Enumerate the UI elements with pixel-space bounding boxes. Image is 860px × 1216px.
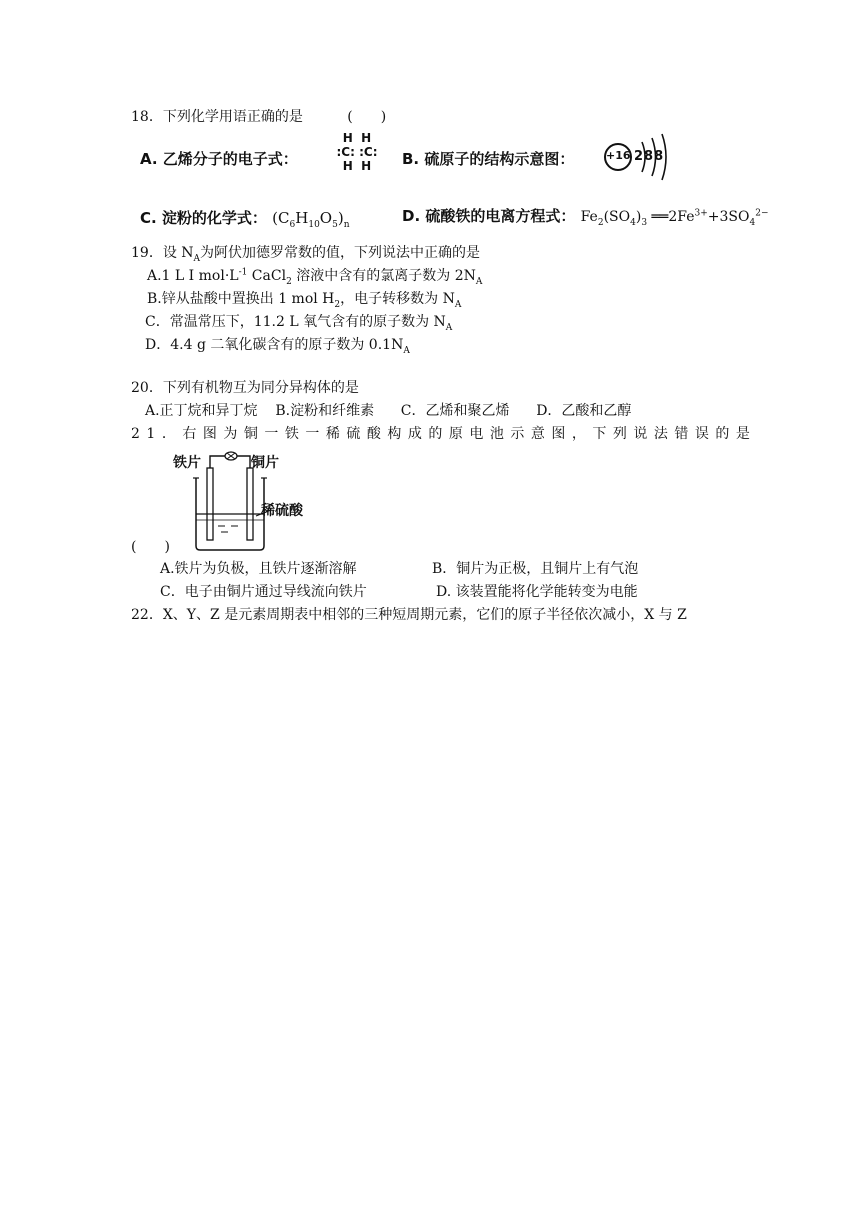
q21-option-a: A.铁片为负极，且铁片逐渐溶解 [160,561,357,577]
sulfur-shell-electrons: 288 [634,149,665,164]
galvanic-cell-diagram [173,450,318,554]
q18-option-a [140,148,298,169]
label-copper-plate: 铜片 [251,455,279,471]
q18-option-b-label: B. 硫原子的结构示意图： [402,150,575,168]
q19-option-d: D．4.4 g 二氧化碳含有的原子数为 $0.1N_A$ [145,337,410,356]
q19-stem: 19．设 $N_A$为阿伏加德罗常数的值，下列说法中正确的是 [131,245,481,264]
q18-option-b [402,148,574,169]
q19-option-b: B.锌从盐酸中置换出 1 mol $H_2$，电子转移数为 $N_A$ [147,291,462,310]
q18-answer-paren: ( ) [347,109,387,125]
q18-stem-text: 18．下列化学用语正确的是 [131,109,303,125]
ethylene-carbons: :C: :C: [336,145,378,159]
q18-option-d-label: D. 硫酸铁的电离方程式： [402,207,576,225]
q21-answer-paren: ( ) [131,539,170,555]
q18-option-c-label: C. 淀粉的化学式： [140,209,267,227]
q18-option-a-label: A. 乙烯分子的电子式： [140,150,298,168]
starch-formula: $(C_6H_{10}O_5)_n$ [272,209,350,230]
q20-options: A.正丁烷和异丁烷 B.淀粉和纤维素 C．乙烯和聚乙烯 D．乙酸和乙醇 [145,403,632,419]
q19-option-c: C．常温常压下，11.2 L 氧气含有的原子数为 $N_A$ [145,314,453,333]
q21-option-d: D. 该装置能将化学能转变为电能 [436,584,638,600]
q18-option-d [402,205,769,226]
q21-option-b: B．铜片为正极，且铜片上有气泡 [432,561,639,577]
q20-stem: 20．下列有机物互为同分异构体的是 [131,380,359,396]
ethylene-top-h: H H [342,131,372,145]
label-iron-plate: 铁片 [173,455,201,471]
q18-stem [131,108,386,126]
q18-option-c [140,207,350,228]
q22-stem: 22．X、Y、Z 是元素周期表中相邻的三种短周期元素，它们的原子半径依次减小，X 与 Z [131,607,687,623]
sulfur-nucleus-charge: +16 [606,149,631,162]
q19-option-a: A.1 L I $mol\cdot L^{-1}$ CaCl$_2$ 溶液中含有的氯离子数为 $2N_A$ [147,267,483,287]
q21-stem: 21．右图为铜一铁一稀硫酸构成的原电池示意图，下列说法错误的是 [131,426,757,442]
ethylene-bottom-h: H H [342,159,372,173]
sulfur-atom-diagram [602,130,672,185]
q21-option-c: C．电子由铜片通过导线流向铁片 [160,584,367,600]
label-dilute-sulfuric-acid: 稀硫酸 [261,503,303,519]
ethylene-electron-formula [332,131,382,173]
ferric-sulfate-equation: $Fe_2(SO_4)_3$ $══2Fe^{3+}+3SO_4^{2-}$ [580,208,769,228]
